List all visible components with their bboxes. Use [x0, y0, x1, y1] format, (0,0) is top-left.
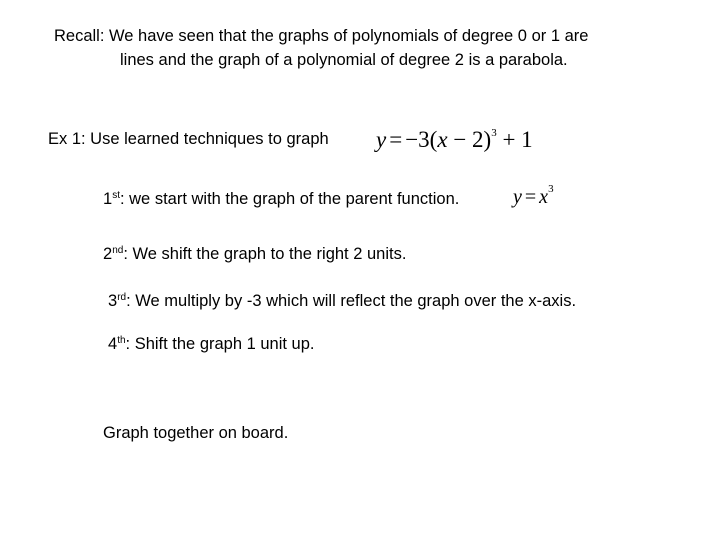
step-2-suffix: nd [112, 245, 124, 256]
step-2 [103, 244, 406, 264]
parent-function-equation [513, 183, 554, 208]
step-4-text: : Shift the graph 1 unit up. [125, 335, 315, 353]
example-label: Ex 1: Use learned techniques to graph [48, 130, 329, 148]
step-4-ordinal: 4 [108, 335, 118, 353]
closing-text: Graph together on board. [103, 424, 289, 442]
parent-equals: = [524, 186, 537, 208]
step-4-suffix: th [117, 335, 126, 346]
step-3-ordinal: 3 [108, 292, 118, 310]
equation-x: x [437, 127, 448, 152]
step-1-ordinal: 1 [103, 190, 113, 208]
equation-tail: + 1 [496, 127, 533, 152]
step-1-suffix: st [112, 190, 120, 201]
equation-equals: = [389, 127, 403, 152]
parent-y: y [513, 186, 522, 208]
recall-line-1: Recall: We have seen that the graphs of polynomials of degree 0 or 1 are [54, 27, 589, 45]
step-3-suffix: rd [117, 292, 127, 303]
parent-x: x [539, 186, 549, 208]
example-equation [376, 128, 533, 151]
step-4 [108, 334, 315, 354]
step-1-text: : we start with the graph of the parent function. [119, 190, 460, 208]
equation-y: y [376, 127, 387, 152]
equation-inner: − 2) [447, 127, 492, 152]
step-1 [103, 189, 459, 209]
recall-line-2: lines and the graph of a polynomial of degree 2 is a parabola. [120, 51, 568, 69]
parent-exponent: 3 [548, 183, 554, 195]
step-2-ordinal: 2 [103, 245, 113, 263]
equation-exponent: 3 [491, 127, 497, 139]
step-3 [108, 291, 576, 311]
step-2-text: : We shift the graph to the right 2 units. [123, 245, 407, 263]
equation-coefficient: −3( [405, 127, 438, 152]
step-3-text: : We multiply by -3 which will reflect the graph over the x-axis. [126, 292, 577, 310]
